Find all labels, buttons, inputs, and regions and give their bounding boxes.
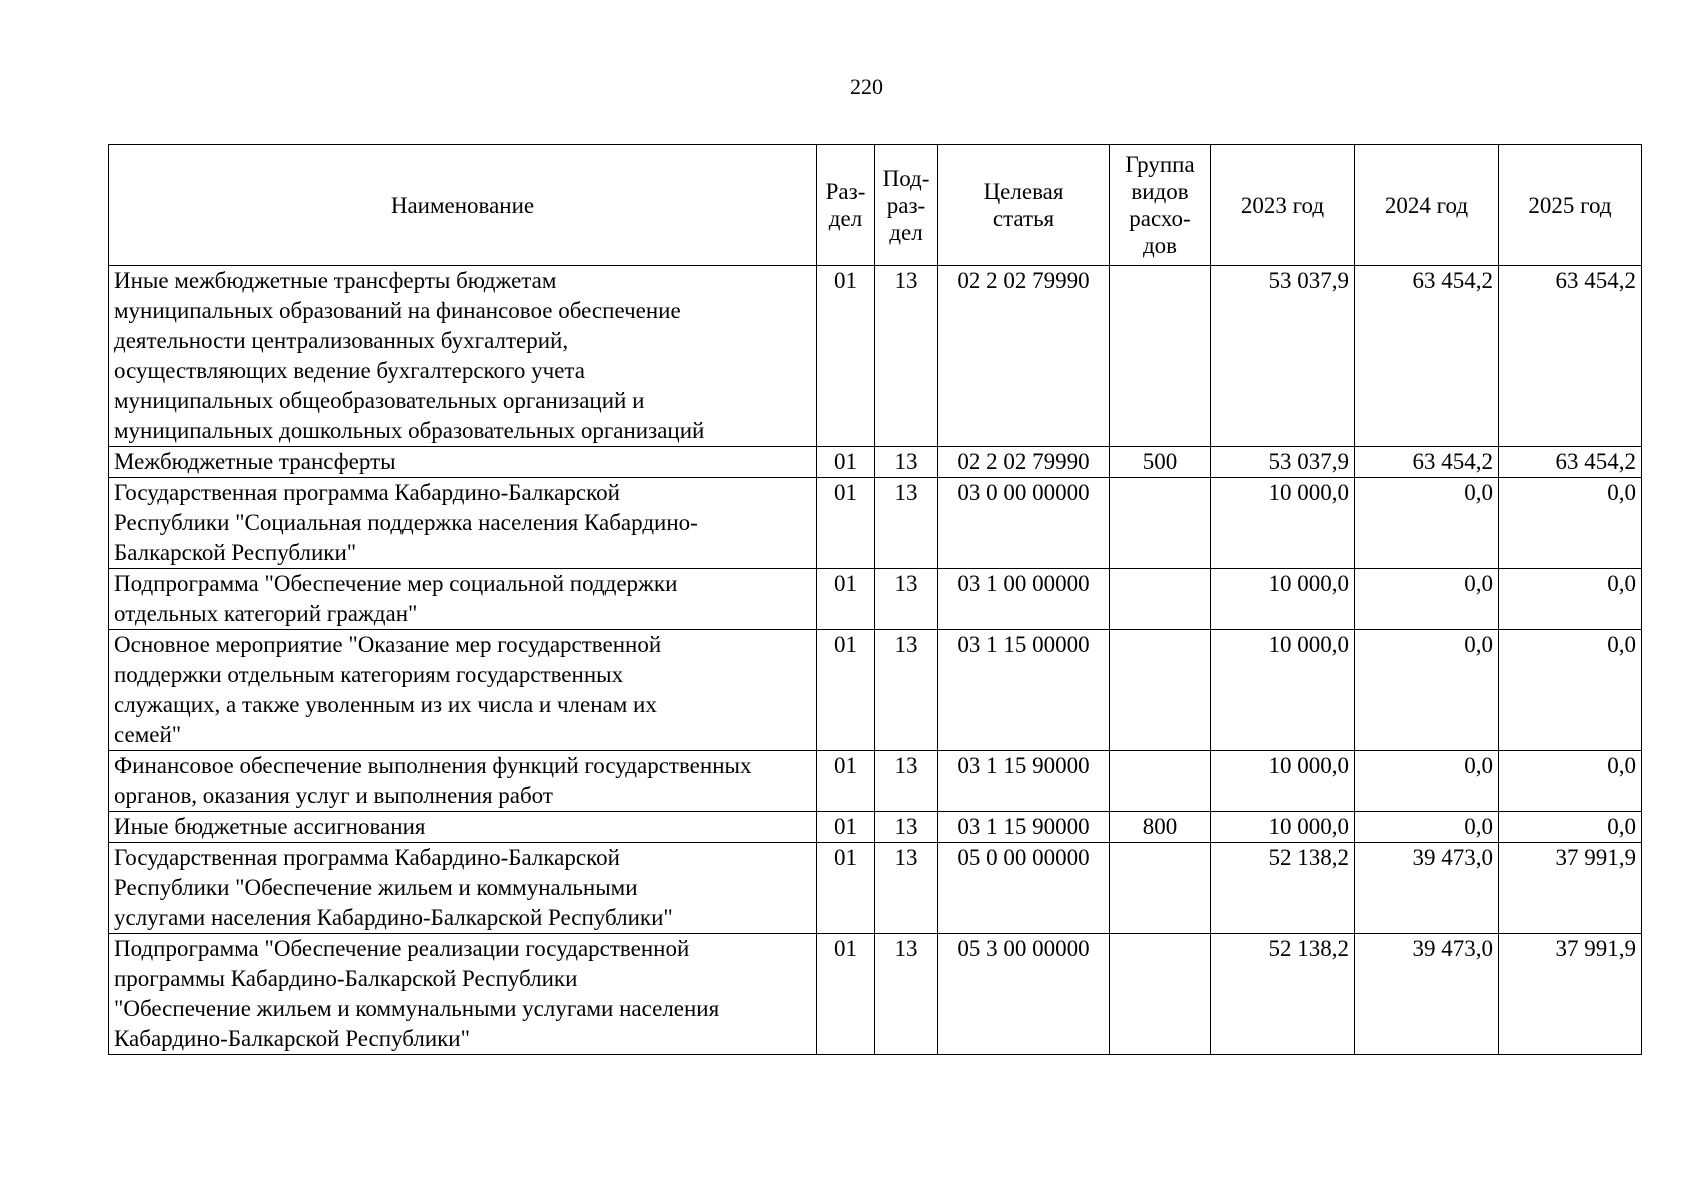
row-podrazdel: 13: [875, 812, 938, 843]
row-2024: 0,0: [1355, 751, 1499, 812]
row-razdel: 01: [817, 843, 875, 934]
row-2025: 0,0: [1499, 812, 1642, 843]
row-name: Основное мероприятие "Оказание мер государственной поддержки отдельным категориям государственных служащих, а также уволенным из их числа и членам их семей": [109, 630, 817, 751]
header-podrazdel: Под- раз- дел: [875, 145, 938, 266]
row-2025: 37 991,9: [1499, 843, 1642, 934]
row-2023: 10 000,0: [1211, 812, 1355, 843]
row-gruppa: [1110, 751, 1211, 812]
header-2024: 2024 год: [1355, 145, 1499, 266]
row-podrazdel: 13: [875, 843, 938, 934]
row-razdel: 01: [817, 751, 875, 812]
row-name: Подпрограмма "Обеспечение реализации государственной программы Кабардино-Балкарской Республики "Обеспечение жильем и коммунальными услугами населения Кабардино-Балкарской Республики": [109, 934, 817, 1055]
row-2024: 0,0: [1355, 812, 1499, 843]
table-row: [109, 934, 1642, 1055]
row-name: Государственная программа Кабардино-Балкарской Республики "Обеспечение жильем и коммунальными услугами населения Кабардино-Балкарской Республики": [109, 843, 817, 934]
row-gruppa: 500: [1110, 447, 1211, 478]
row-2025: 0,0: [1499, 751, 1642, 812]
row-gruppa: [1110, 934, 1211, 1055]
row-razdel: 01: [817, 478, 875, 569]
row-razdel: 01: [817, 630, 875, 751]
row-2025: 0,0: [1499, 478, 1642, 569]
row-name: Финансовое обеспечение выполнения функций государственных органов, оказания услуг и выполнения работ: [109, 751, 817, 812]
row-2025: 0,0: [1499, 630, 1642, 751]
row-2023: 10 000,0: [1211, 751, 1355, 812]
row-celevaya-statya: 02 2 02 79990: [938, 266, 1110, 447]
table-row: [109, 447, 1642, 478]
row-celevaya-statya: 03 0 00 00000: [938, 478, 1110, 569]
row-2025: 63 454,2: [1499, 266, 1642, 447]
row-2025: 0,0: [1499, 569, 1642, 630]
row-2025: 37 991,9: [1499, 934, 1642, 1055]
row-podrazdel: 13: [875, 630, 938, 751]
row-2023: 10 000,0: [1211, 630, 1355, 751]
header-2023: 2023 год: [1211, 145, 1355, 266]
row-celevaya-statya: 03 1 15 90000: [938, 751, 1110, 812]
row-podrazdel: 13: [875, 266, 938, 447]
header-2025: 2025 год: [1499, 145, 1642, 266]
row-celevaya-statya: 02 2 02 79990: [938, 447, 1110, 478]
row-2023: 53 037,9: [1211, 447, 1355, 478]
header-gruppa-vidov-rashodov: Группа видов расхо- дов: [1110, 145, 1211, 266]
row-celevaya-statya: 03 1 15 00000: [938, 630, 1110, 751]
row-2024: 39 473,0: [1355, 934, 1499, 1055]
row-name: Межбюджетные трансферты: [109, 447, 817, 478]
row-gruppa: [1110, 843, 1211, 934]
row-2023: 10 000,0: [1211, 478, 1355, 569]
row-2024: 0,0: [1355, 630, 1499, 751]
row-razdel: 01: [817, 447, 875, 478]
header-row: [109, 145, 1642, 266]
row-2023: 10 000,0: [1211, 569, 1355, 630]
row-gruppa: 800: [1110, 812, 1211, 843]
row-celevaya-statya: 05 3 00 00000: [938, 934, 1110, 1055]
row-2024: 39 473,0: [1355, 843, 1499, 934]
header-razdel: Раз- дел: [817, 145, 875, 266]
row-celevaya-statya: 05 0 00 00000: [938, 843, 1110, 934]
row-podrazdel: 13: [875, 751, 938, 812]
row-razdel: 01: [817, 812, 875, 843]
row-gruppa: [1110, 478, 1211, 569]
row-name: Иные бюджетные ассигнования: [109, 812, 817, 843]
header-celevaya-statya: Целевая статья: [938, 145, 1110, 266]
table-row: [109, 751, 1642, 812]
table-row: [109, 812, 1642, 843]
row-name: Государственная программа Кабардино-Балкарской Республики "Социальная поддержка населения Кабардино- Балкарской Республики": [109, 478, 817, 569]
row-gruppa: [1110, 266, 1211, 447]
row-name: Подпрограмма "Обеспечение мер социальной поддержки отдельных категорий граждан": [109, 569, 817, 630]
row-2024: 0,0: [1355, 569, 1499, 630]
table-row: [109, 630, 1642, 751]
row-gruppa: [1110, 569, 1211, 630]
row-2025: 63 454,2: [1499, 447, 1642, 478]
row-name: Иные межбюджетные трансферты бюджетам муниципальных образований на финансовое обеспечение деятельности централизованных бухгалтерий, осуществляющих ведение бухгалтерского учета муниципальных общеобразовательных организаций и муниципальных дошкольных образовательных организаций: [109, 266, 817, 447]
row-2023: 52 138,2: [1211, 934, 1355, 1055]
table-row: [109, 478, 1642, 569]
row-2024: 63 454,2: [1355, 266, 1499, 447]
page-number: 220: [850, 74, 883, 99]
row-razdel: 01: [817, 266, 875, 447]
row-razdel: 01: [817, 934, 875, 1055]
row-celevaya-statya: 03 1 00 00000: [938, 569, 1110, 630]
row-podrazdel: 13: [875, 934, 938, 1055]
row-celevaya-statya: 03 1 15 90000: [938, 812, 1110, 843]
row-2024: 0,0: [1355, 478, 1499, 569]
budget-table: [108, 144, 1642, 1055]
header-name: Наименование: [109, 145, 817, 266]
row-gruppa: [1110, 630, 1211, 751]
table-row: [109, 266, 1642, 447]
row-2023: 52 138,2: [1211, 843, 1355, 934]
row-2024: 63 454,2: [1355, 447, 1499, 478]
row-razdel: 01: [817, 569, 875, 630]
table-row: [109, 569, 1642, 630]
row-2023: 53 037,9: [1211, 266, 1355, 447]
table-row: [109, 843, 1642, 934]
row-podrazdel: 13: [875, 569, 938, 630]
row-podrazdel: 13: [875, 478, 938, 569]
row-podrazdel: 13: [875, 447, 938, 478]
